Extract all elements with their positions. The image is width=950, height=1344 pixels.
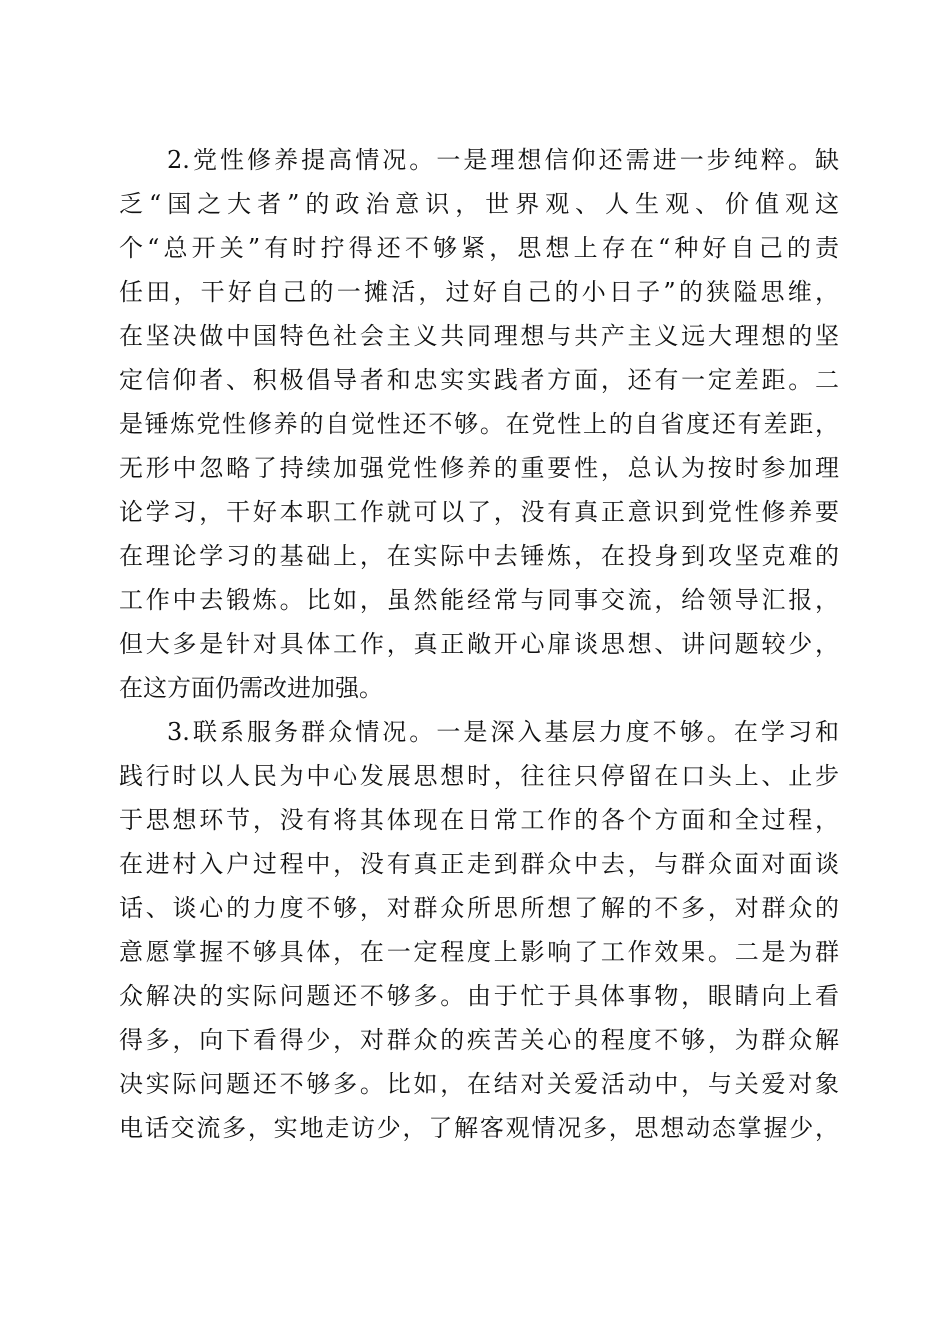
paragraph-3-line-7: 众解决的实际问题还不够多。由于忙于具体事物，眼睛向上看 [119, 982, 839, 1010]
paragraph-2-line-3: 个“总开关”有时拧得还不够紧，思想上存在“种好自己的责 [119, 234, 839, 262]
paragraph-3-line-6: 意愿掌握不够具体，在一定程度上影响了工作效果。二是为群 [119, 938, 839, 966]
paragraph-3-line-1: 3.联系服务群众情况。一是深入基层力度不够。在学习和 [167, 718, 839, 746]
paragraph-3-line-2: 践行时以人民为中心发展思想时，往往只停留在口头上、止步 [119, 762, 839, 790]
paragraph-2-line-13: 在这方面仍需改进加强。 [119, 674, 383, 702]
paragraph-3-line-3: 于思想环节，没有将其体现在日常工作的各个方面和全过程， [119, 806, 839, 834]
paragraph-2-line-8: 无形中忽略了持续加强党性修养的重要性，总认为按时参加理 [119, 454, 839, 482]
paragraph-3-line-9: 决实际问题还不够多。比如，在结对关爱活动中，与关爱对象 [119, 1070, 839, 1098]
paragraph-2-line-10: 在理论学习的基础上，在实际中去锤炼，在投身到攻坚克难的 [119, 542, 839, 570]
paragraph-2-line-2: 乏“国之大者”的政治意识，世界观、人生观、价值观这 [119, 190, 839, 218]
paragraph-2-line-9: 论学习，干好本职工作就可以了，没有真正意识到党性修养要 [119, 498, 839, 526]
paragraph-2-line-1: 2.党性修养提高情况。一是理想信仰还需进一步纯粹。缺 [167, 146, 839, 174]
paragraph-2-line-5: 在坚决做中国特色社会主义共同理想与共产主义远大理想的坚 [119, 322, 839, 350]
paragraph-2-line-7: 是锤炼党性修养的自觉性还不够。在党性上的自省度还有差距， [119, 410, 839, 438]
paragraph-2-line-4: 任田，干好自己的一摊活，过好自己的小日子”的狭隘思维， [119, 278, 839, 306]
paragraph-2-line-11: 工作中去锻炼。比如，虽然能经常与同事交流，给领导汇报， [119, 586, 839, 614]
paragraph-3-line-4: 在进村入户过程中，没有真正走到群众中去，与群众面对面谈 [119, 850, 839, 878]
paragraph-3-line-5: 话、谈心的力度不够，对群众所思所想了解的不多，对群众的 [119, 894, 839, 922]
paragraph-2-line-12: 但大多是针对具体工作，真正敞开心扉谈思想、讲问题较少， [119, 630, 839, 658]
paragraph-3-line-8: 得多，向下看得少，对群众的疾苦关心的程度不够，为群众解 [119, 1026, 839, 1054]
paragraph-2-line-6: 定信仰者、积极倡导者和忠实实践者方面，还有一定差距。二 [119, 366, 839, 394]
paragraph-3-line-10: 电话交流多，实地走访少，了解客观情况多，思想动态掌握少， [119, 1114, 839, 1142]
